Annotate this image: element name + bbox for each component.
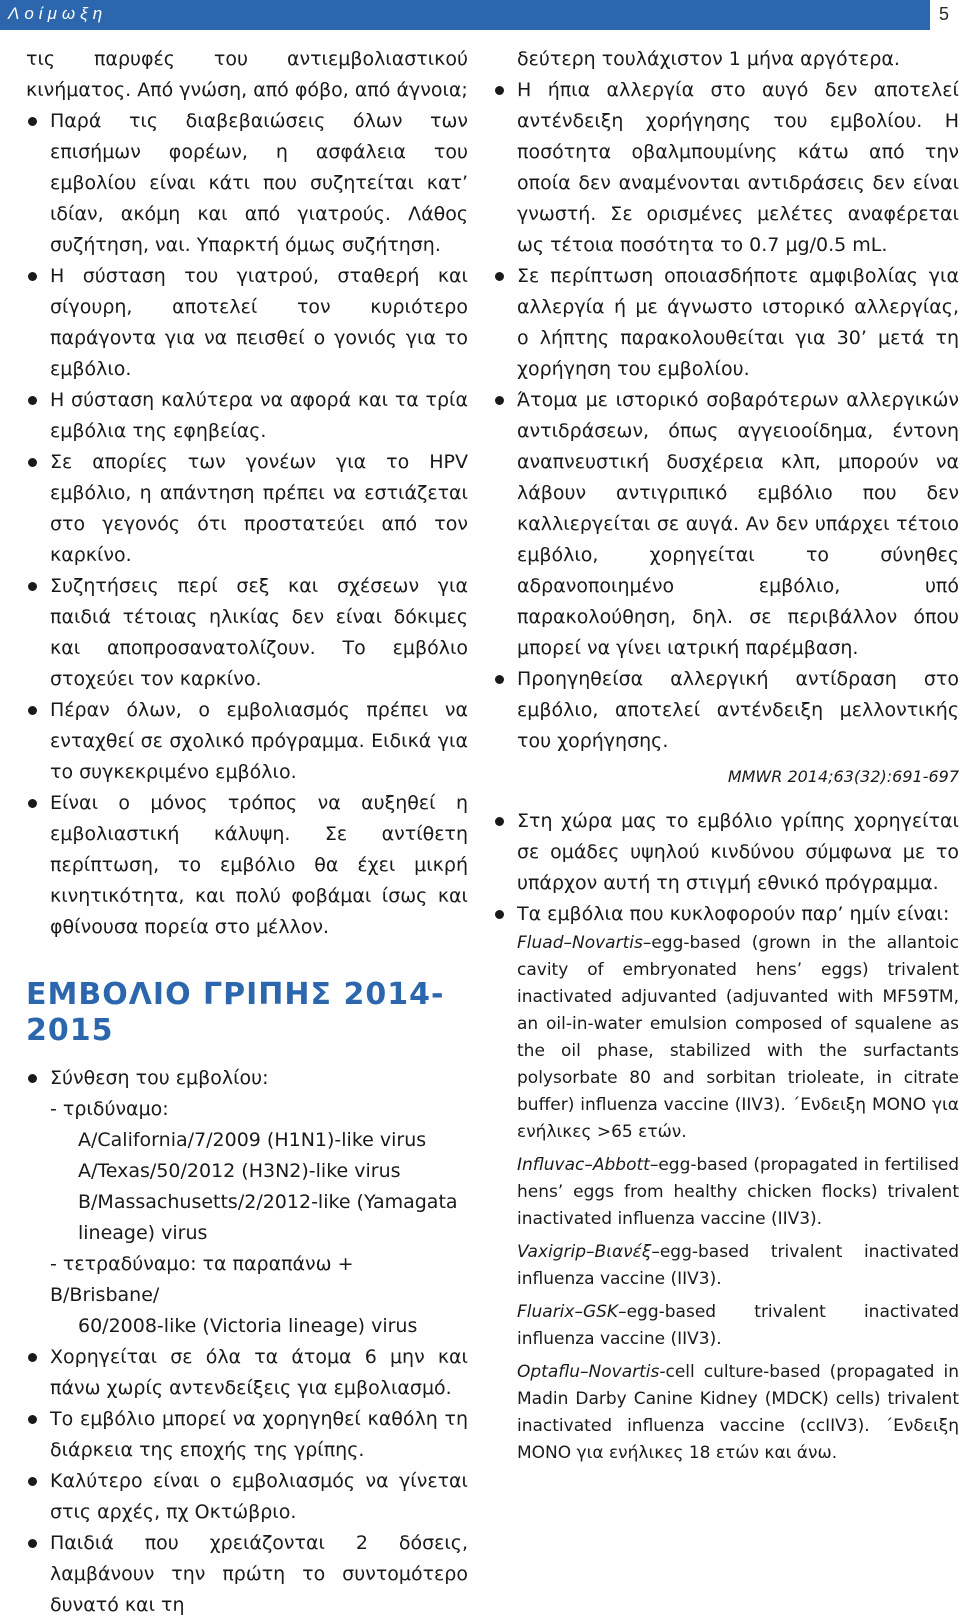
vaccine-name: Optaflu–Novartis- xyxy=(517,1362,666,1382)
vaccine-entry xyxy=(517,1239,959,1293)
list-item: Η σύσταση καλύτερα να αφορά και τα τρία εμβόλια της εφηβείας. xyxy=(26,385,468,447)
list-item: Παρά τις διαβεβαιώσεις όλων των επισήμων φορέων, η ασφάλεια του εμβολίου είναι κάτι που συζητείται κατ’ ιδίαν, ακόμη και από γιατρούς. Λάθος συζήτηση, ναι. Υπαρκτή όμως συζήτηση. xyxy=(26,106,468,261)
list-item: Σε περίπτωση οποιασδήποτε αμφιβολίας για αλλεργία ή με άγνωστο ιστορικό αλλεργίας, ο λήπτης παρακολουθείται για 30’ μετά τη χορήγηση του εμβολίου. xyxy=(517,261,959,385)
vaccine-name: Fluad–Novartis– xyxy=(517,933,652,953)
quadrivalent-cont: 60/2008-like (Victoria lineage) virus xyxy=(78,1315,418,1337)
list-item: Χορηγείται σε όλα τα άτομα 6 μην και πάνω χωρίς αντενδείξεις για εμβολιασμό. xyxy=(26,1342,468,1404)
list-item: Τα εμβόλια που κυκλοφορούν παρ’ ημίν είναι: xyxy=(517,899,959,930)
vaccine-desc: egg-based trivalent inactivated influenza vaccine (IIV3). xyxy=(517,1242,959,1289)
right-column xyxy=(517,44,959,1473)
list-item: Το εμβόλιο μπορεί να χορηγηθεί καθόλη τη διάρκεια της εποχής της γρίπης. xyxy=(26,1404,468,1466)
list-item: Παιδιά που χρειάζονται 2 δόσεις, λαμβάνουν την πρώτη το συντομότερο δυνατό και τη xyxy=(26,1528,468,1621)
vaccine-list xyxy=(517,930,959,1467)
list-item: Πέραν όλων, ο εμβολιασμός πρέπει να ενταχθεί σε σχολικό πρόγραμμα. Ειδικά για το συγκεκριμένο εμβόλιο. xyxy=(26,695,468,788)
vaccine-desc: egg-based trivalent inactivated influenza vaccine (IIV3). xyxy=(517,1302,959,1349)
vaccine-name: Influvac–Abbott– xyxy=(517,1155,659,1175)
vaccine-entry xyxy=(517,1299,959,1353)
vaccine-entry xyxy=(517,930,959,1146)
right-continuation: δεύτερη τουλάχιστον 1 μήνα αργότερα. xyxy=(517,48,900,70)
list-item: Συζητήσεις περί σεξ και σχέσεων για παιδιά τέτοιας ηλικίας δεν είναι δόκιμες και αποπροσανατολίζουν. Το εμβόλιο στοχεύει τον καρκίνο. xyxy=(26,571,468,695)
journal-title: Λοίμωξη xyxy=(8,4,108,23)
list-item: Είναι ο μόνος τρόπος να αυξηθεί η εμβολιαστική κάλυψη. Σε αντίθετη περίπτωση, το εμβόλιο θα έχει μικρή κινητικότητα, και πολύ φοβάμαι ίσως και φθίνουσα πορεία στο μέλλον. xyxy=(26,788,468,943)
vaccine-name: Vaxigrip–Βιανέξ– xyxy=(517,1242,660,1262)
list-item: Προηγηθείσα αλλεργική αντίδραση στο εμβόλιο, αποτελεί αντένδειξη μελλοντικής του χορήγησης. xyxy=(517,664,959,757)
strain: A/California/7/2009 (H1N1)-like virus xyxy=(78,1129,427,1151)
vaccine-entry xyxy=(517,1359,959,1467)
list-item: Σε απορίες των γονέων για το HPV εμβόλιο, η απάντηση πρέπει να εστιάζεται στο γεγονός ότι προστατεύει από τον καρκίνο. xyxy=(26,447,468,571)
page-number: 5 xyxy=(939,4,950,24)
quadrivalent-label: - τετραδύναμο: τα παραπάνω + B/Brisbane/ xyxy=(50,1253,354,1306)
vaccine-name: Fluarix–GSK– xyxy=(517,1302,627,1322)
composition-label: Σύνθεση του εμβολίου: xyxy=(26,1063,468,1094)
list-item: Καλύτερο είναι ο εμβολιασμός να γίνεται στις αρχές, πχ Οκτώβριο. xyxy=(26,1466,468,1528)
citation: MMWR 2014;63(32):691-697 xyxy=(727,767,959,786)
list-item: Η σύσταση του γιατρού, σταθερή και σίγουρη, αποτελεί τον κυριότερο παράγοντα για να πεισθεί ο γονιός για το εμβόλιο. xyxy=(26,261,468,385)
strain: A/Texas/50/2012 (H3N2)-like virus xyxy=(78,1160,401,1182)
strain: B/Massachusetts/2/2012-like (Yamagata lineage) virus xyxy=(78,1191,458,1244)
vaccine-desc: egg-based (grown in the allantoic cavity of embryonated hens’ eggs) trivalent inactivated adjuvanted (adjuvanted with MF59TM, an oil-in-water emulsion composed of squalene as the oil phase, stabilized with the surfactants polysorbate 80 and sorbitan trioleate, in citrate buffer) influenza vaccine (IIV3). ΄Ενδειξη ΜΟΝΟ για ενήλικες >65 ετών. xyxy=(517,933,959,1142)
header-bar xyxy=(0,0,930,30)
list-item: Στη χώρα μας το εμβόλιο γρίπης χορηγείται σε ομάδες υψηλού κινδύνου σύμφωνα με το υπάρχον αυτή τη στιγμή εθνικό πρόγραμμα. xyxy=(517,806,959,899)
vaccine-desc: cell culture-based (propagated in Madin Darby Canine Kidney (MDCK) cells) trivalent inactivated influenza vaccine (ccIIV3). ΄Ενδειξη ΜΟΝΟ για ενήλικες 18 ετών και άνω. xyxy=(517,1362,959,1463)
vaccine-entry xyxy=(517,1152,959,1233)
section-title: ΕΜΒΟΛΙΟ ΓΡΙΠΗΣ 2014-2015 xyxy=(26,977,445,1048)
list-item: Άτομα με ιστορικό σοβαρότερων αλλεργικών αντιδράσεων, όπως αγγειοοίδημα, έντονη αναπνευστική δυσχέρεια κλπ, μπορούν να λάβουν αντιγριπικό εμβόλιο που δεν καλλιεργείται σε αυγά. Αν δεν υπάρχει τέτοιο εμβόλιο, χορηγείται το σύνηθες αδρανοποιημένο εμβόλιο, υπό παρακολούθηση, δηλ. σε περιβάλλον όπου μπορεί να γίνει ιατρική παρέμβαση. xyxy=(517,385,959,664)
intro-continuation: τις παρυφές του αντιεμβολιαστικού κινήματος. Από γνώση, από φόβο, από άγνοια; xyxy=(26,48,468,101)
list-item: Η ήπια αλλεργία στο αυγό δεν αποτελεί αντένδειξη χορήγησης του εμβολίου. Η ποσότητα οβαλμπουμίνης κάτω από την οποία δεν αναμένονται αντιδράσεις δεν είναι γνωστή. Σε ορισμένες μελέτες αναφέρεται ως τέτοια ποσότητα το 0.7 μg/0.5 mL. xyxy=(517,75,959,261)
trivalent-label: - τριδύναμο: xyxy=(50,1098,169,1120)
left-column xyxy=(26,44,468,1621)
vaccine-desc: egg-based (propagated in fertilised hens’ eggs from healthy chicken flocks) trivalent inactivated influenza vaccine (IIV3). xyxy=(517,1155,959,1229)
